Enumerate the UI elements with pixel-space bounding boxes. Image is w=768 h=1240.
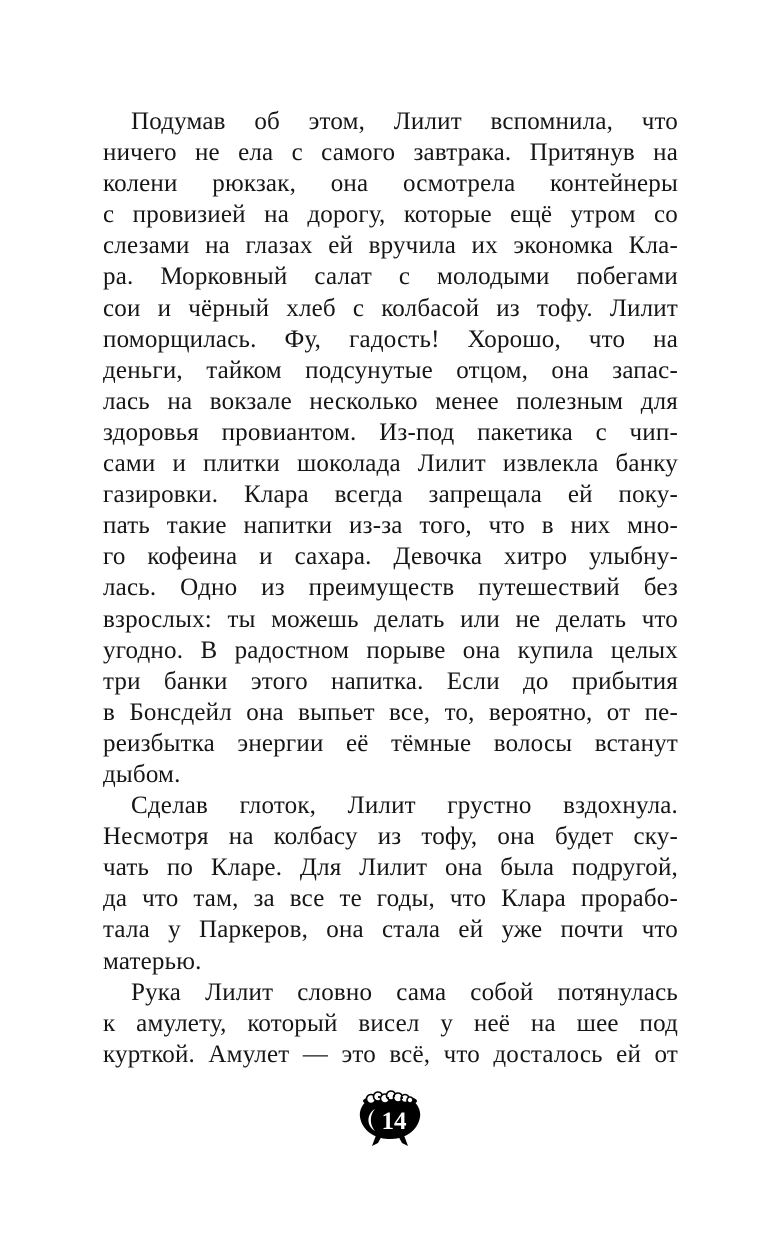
text-line: матерью.: [103, 947, 202, 975]
page-number-ornament: [358, 1088, 422, 1148]
text-line: Подумав об этом, Лилит вспомнила, что: [131, 108, 678, 135]
text-line: сои и чёрный хлеб с колбасой из тофу. Лилит: [103, 294, 678, 322]
text-line: Сделав глоток, Лилит грустно вздохнула.: [131, 792, 678, 820]
text-line: с провизией на дорогу, которые ещё утром со: [103, 201, 678, 229]
text-line: здоровья провиантом. Из-под пакетика с чип-: [103, 418, 678, 446]
text-line: лась на вокзале несколько менее полезным для: [103, 387, 678, 415]
text-line: курткой. Амулет — это всё, что досталось ей от: [103, 1040, 678, 1068]
text-line: угодно. В радостном порыве она купила целых: [103, 636, 678, 664]
text-line: ничего не ела с самого завтрака. Притянув на: [103, 139, 678, 167]
text-line: пать такие напитки из-за того, что в них мно-: [103, 512, 678, 540]
text-line: чать по Кларе. Для Лилит она была подругой,: [103, 854, 678, 882]
text-line: Рука Лилит словно сама собой потянулась: [131, 978, 678, 1006]
text-line: газировки. Клара всегда запрещала ей поку-: [103, 481, 678, 509]
text-line: лась. Одно из преимуществ путешествий без: [103, 574, 678, 602]
page-number: 14: [381, 1108, 407, 1135]
text-line: три банки этого напитка. Если до прибытия: [103, 667, 678, 695]
text-line: слезами на глазах ей вручила их экономка Кла-: [103, 232, 678, 260]
text-line: колени рюкзак, она осмотрела контейнеры: [103, 170, 678, 198]
text-line: ра. Морковный салат с молодыми побегами: [103, 263, 678, 291]
text-line: го кофеина и сахара. Девочка хитро улыбну-: [103, 543, 678, 571]
text-line: дыбом.: [103, 760, 181, 788]
text-line: деньги, тайком подсунутые отцом, она запас-: [103, 356, 678, 384]
text-line: Несмотря на колбасу из тофу, она будет ску-: [103, 823, 678, 851]
text-line: тала у Паркеров, она стала ей уже почти что: [103, 916, 678, 944]
text-line: поморщилась. Фу, гадость! Хорошо, что на: [103, 325, 678, 353]
text-line: взрослых: ты можешь делать или не делать что: [103, 605, 678, 633]
text-line: реизбытка энергии её тёмные волосы встанут: [103, 729, 678, 757]
page-text-block: [103, 106, 678, 1070]
text-line: к амулету, который висел у неё на шее под: [103, 1009, 678, 1037]
text-line: да что там, за все те годы, что Клара прорабо-: [103, 885, 678, 913]
text-line: в Бонсдейл она выпьет все, то, вероятно, от пе-: [103, 698, 678, 726]
text-line: сами и плитки шоколада Лилит извлекла банку: [103, 450, 678, 478]
cauldron-icon: [358, 1088, 422, 1148]
